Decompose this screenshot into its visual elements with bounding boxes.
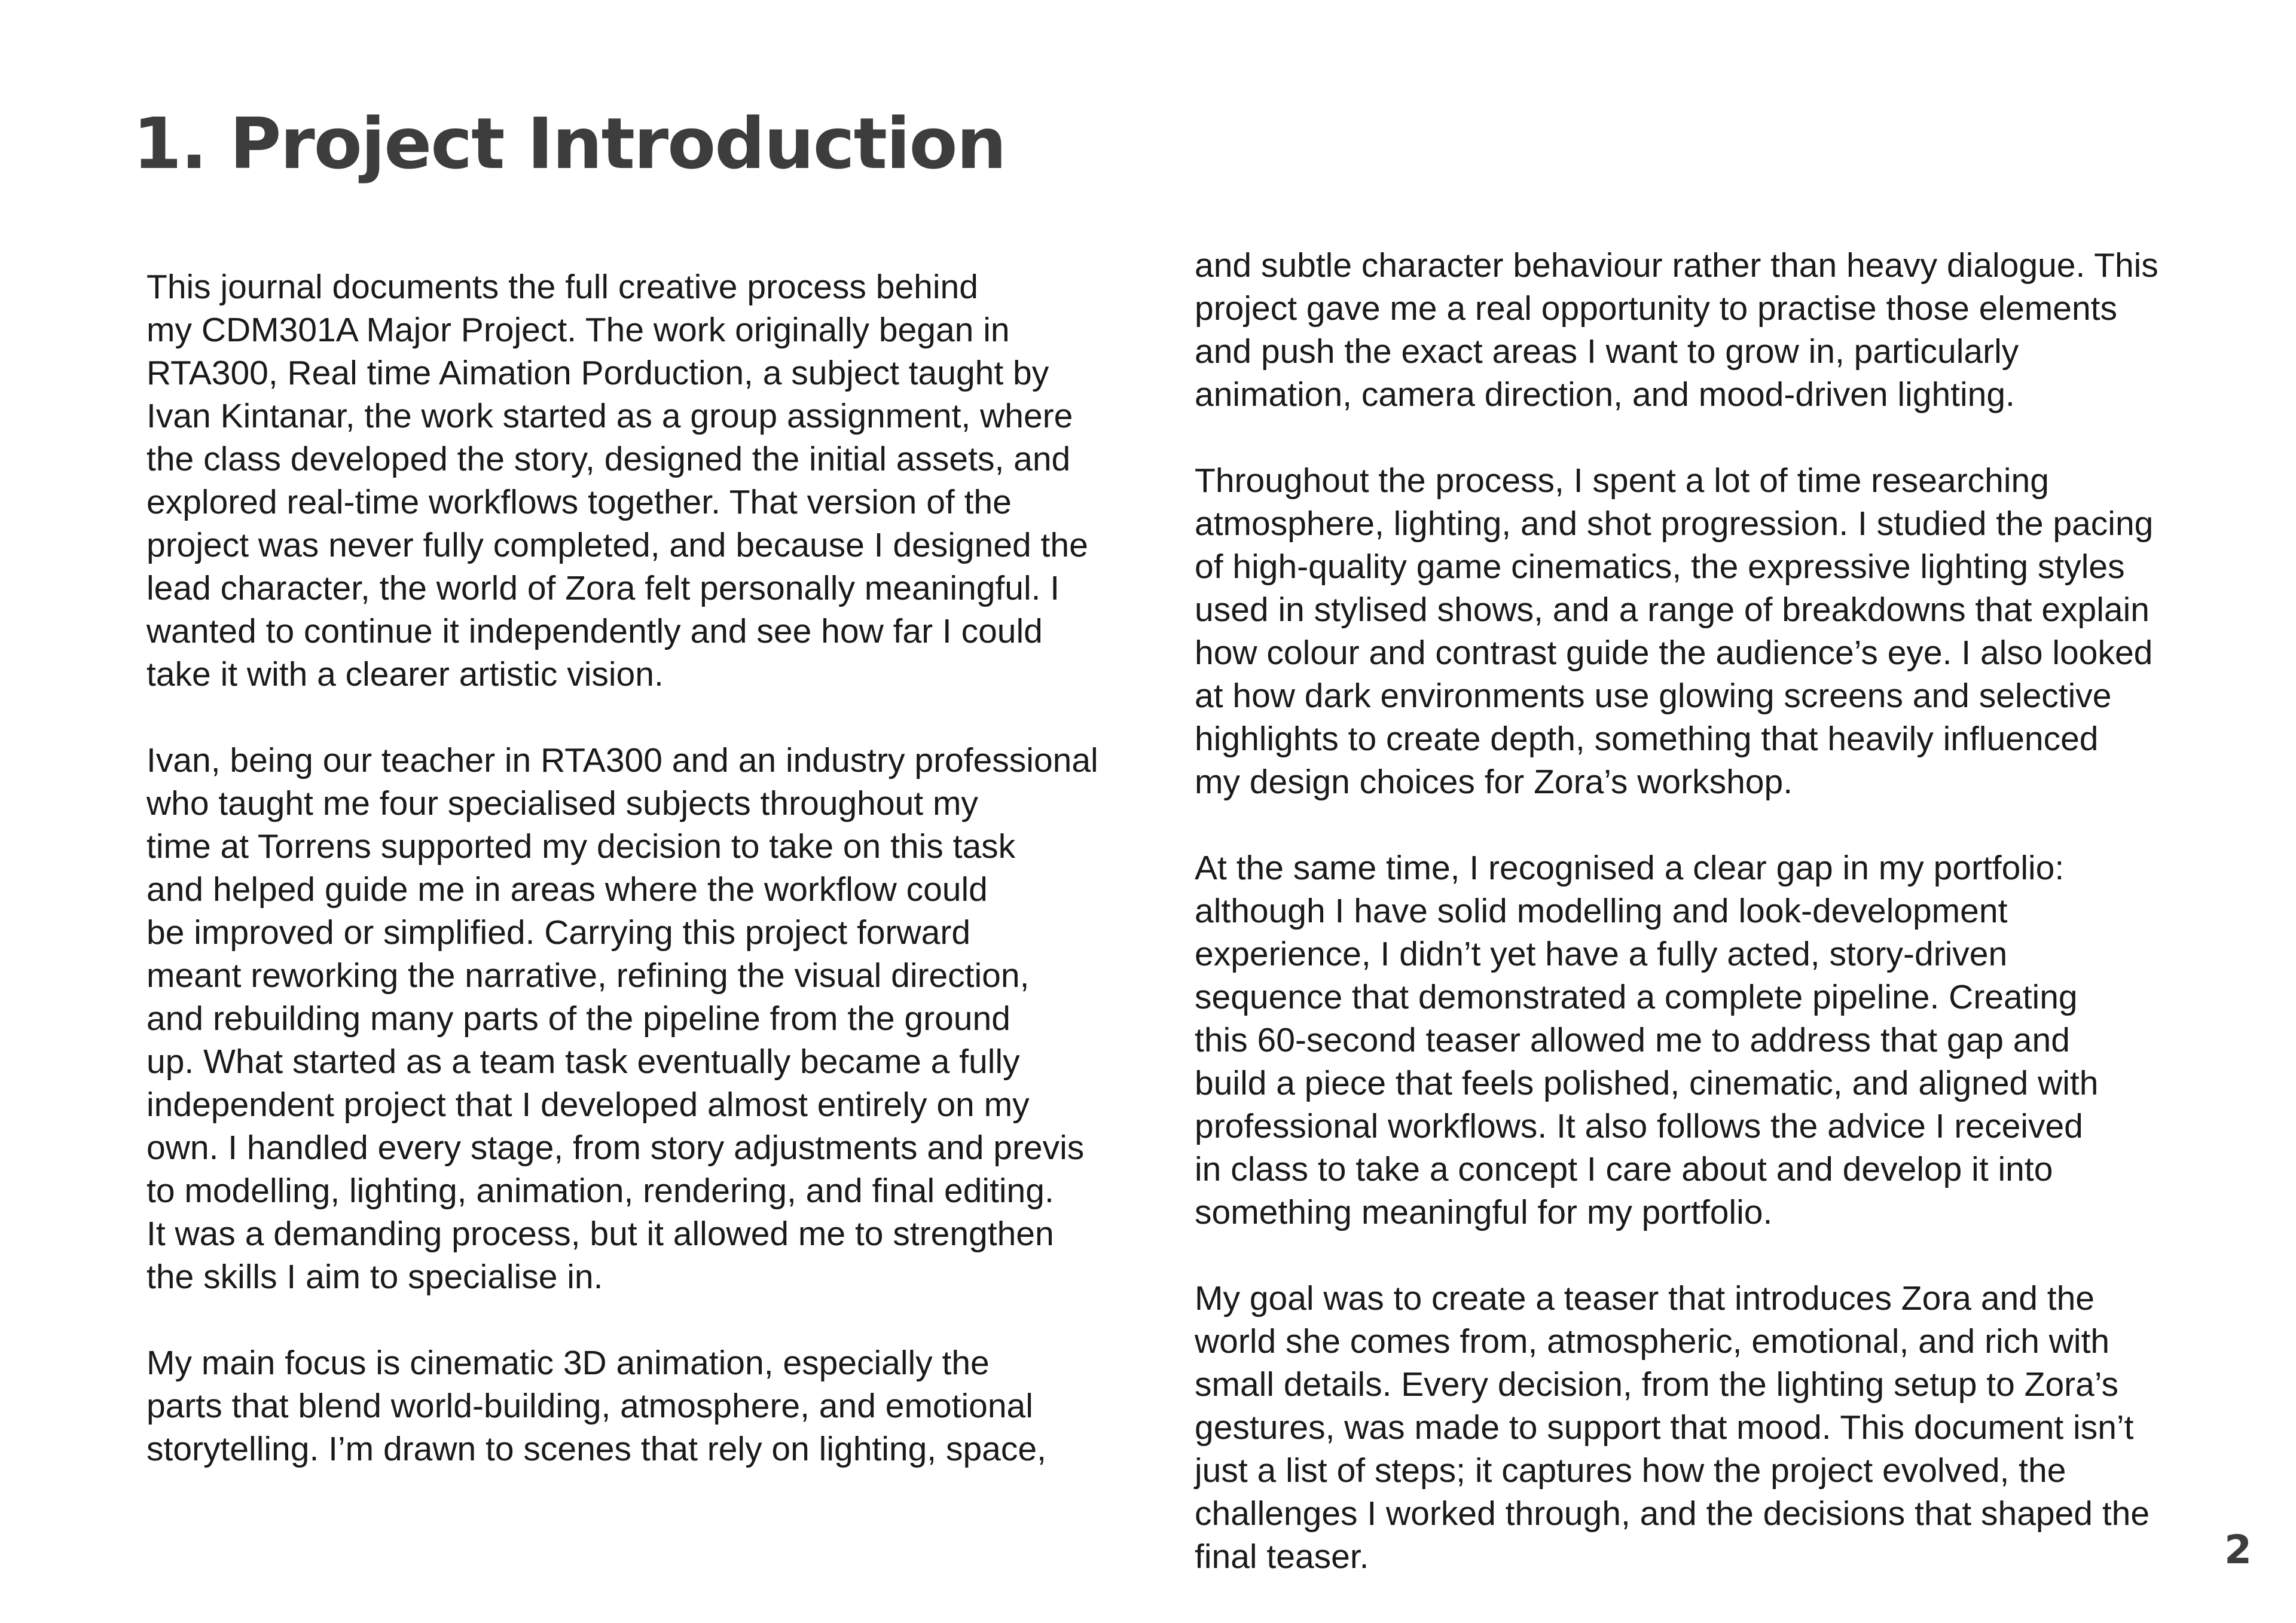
paragraph: and subtle character behaviour rather than heavy dialogue. This project gave me a real opportunity to practise those elements and push the exact areas I want to grow in, particularly animation, camera direction, and mood-driven lighting. — [1195, 246, 2158, 414]
page-title: 1. Project Introduction — [133, 102, 1006, 185]
paragraph: My goal was to create a teaser that introduces Zora and the world she comes from, atmospheric, emotional, and rich with small details. Every decision, from the lighting setup to Zora’s gestures, was made to support that mood. This document isn’t just a list of steps; it captures how the project evolved, the challenges I worked through, and the decisions that shaped the final teaser. — [1195, 1279, 2150, 1576]
left-text-column — [146, 265, 1151, 1471]
paragraph: This journal documents the full creative process behind my CDM301A Major Project. The work originally began in RTA300, Real time Aimation Porduction, a subject taught by Ivan Kintanar, the work started as a group assignment, where the class developed the story, designed the initial assets, and explored real-time workflows together. That version of the project was never fully completed, and because I designed the lead character, the world of Zora felt personally meaningful. I wanted to continue it independently and see how far I could take it with a clearer artistic vision. — [146, 268, 1088, 693]
paragraph: At the same time, I recognised a clear gap in my portfolio: although I have solid modelling and look-development experience, I didn’t yet have a fully acted, story-driven sequence that demonstrated a complete pipeline. Creating this 60-second teaser allowed me to address that gap and build a piece that feels polished, cinematic, and aligned with professional workflows. It also follows the advice I received in class to take a concept I care about and develop it into something meaningful for my portfolio. — [1195, 849, 2099, 1231]
right-text-column — [1195, 244, 2223, 1578]
paragraph: Ivan, being our teacher in RTA300 and an industry professional who taught me four specialised subjects throughout my time at Torrens supported my decision to take on this task and helped guide me in areas where the workflow could be improved or simplified. Carrying this project forward meant reworking the narrative, refining the visual direction, and rebuilding many parts of the pipeline from the ground up. What started as a team task eventually became a fully independent project that I developed almost entirely on my own. I handled every stage, from story adjustments and previs to modelling, lighting, animation, rendering, and final editing. It was a demanding process, but it allowed me to strengthen the skills I aim to specialise in. — [146, 741, 1098, 1296]
paragraph: My main focus is cinematic 3D animation, especially the parts that blend world-building, atmosphere, and emotional storytelling. I’m drawn to scenes that rely on lighting, space, — [146, 1344, 1046, 1468]
paragraph: Throughout the process, I spent a lot of time researching atmosphere, lighting, and shot progression. I studied the pacing of high-quality game cinematics, the expressive lighting styles used in stylised shows, and a range of breakdowns that explain how colour and contrast guide the audience’s eye. I also looked at how dark environments use glowing screens and selective highlights to create depth, something that heavily influenced my design choices for Zora’s workshop. — [1195, 461, 2154, 801]
page-number: 2 — [2224, 1527, 2252, 1573]
